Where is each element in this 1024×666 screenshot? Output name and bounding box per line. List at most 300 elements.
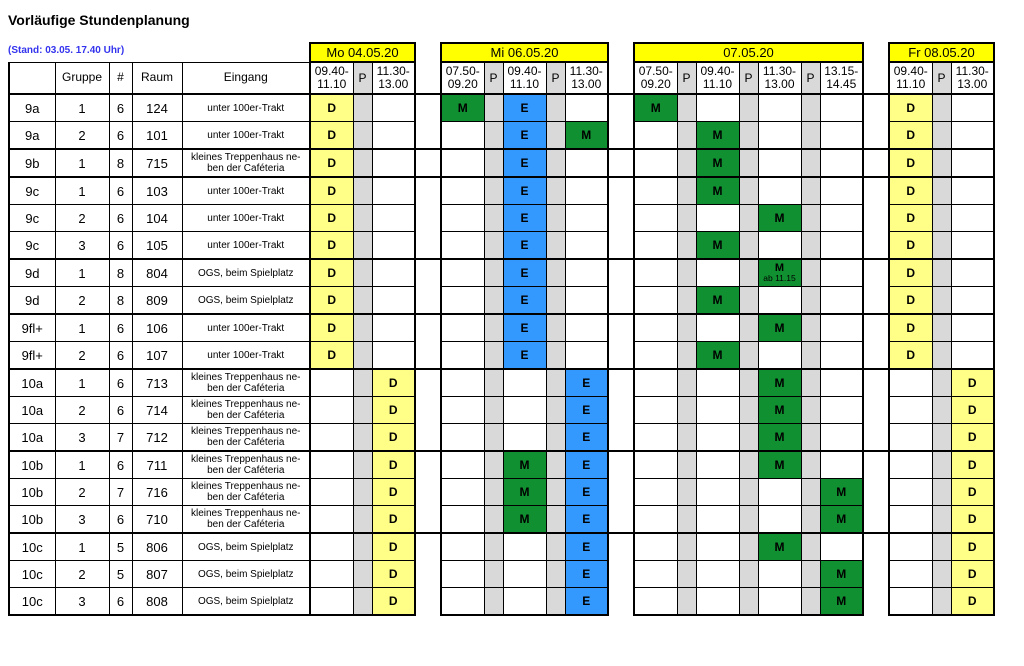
schedule-cell	[696, 205, 739, 232]
class-cell: 9b	[9, 149, 55, 177]
schedule-cell	[372, 122, 415, 150]
day-gap	[415, 424, 441, 452]
subject-e-cell: E	[565, 479, 608, 506]
subject-d-cell: D	[889, 259, 932, 287]
schedule-cell	[758, 232, 801, 260]
room-cell: 804	[132, 259, 182, 287]
day-gap	[863, 506, 889, 534]
pause-cell	[801, 506, 820, 534]
room-cell: 806	[132, 533, 182, 561]
schedule-cell	[696, 397, 739, 424]
pause-cell	[677, 314, 696, 342]
day-gap	[415, 533, 441, 561]
pause-cell	[739, 259, 758, 287]
subject-m-cell: M	[820, 561, 863, 588]
day-gap	[608, 397, 634, 424]
pause-cell	[353, 232, 372, 260]
schedule-cell	[503, 369, 546, 397]
group-cell: 1	[55, 533, 109, 561]
schedule-cell	[310, 588, 353, 616]
day-gap	[608, 314, 634, 342]
entrance-cell: unter 100er-Trakt	[182, 205, 310, 232]
class-cell: 9c	[9, 177, 55, 205]
schedule-cell	[634, 314, 677, 342]
pause-cell	[739, 397, 758, 424]
group-cell: 2	[55, 122, 109, 150]
day-header-row	[9, 43, 994, 62]
table-row	[9, 561, 994, 588]
entrance-cell: kleines Treppenhaus ne- ben der Caféteria	[182, 451, 310, 479]
group-cell: 1	[55, 94, 109, 122]
schedule-cell	[758, 122, 801, 150]
entrance-cell: unter 100er-Trakt	[182, 177, 310, 205]
pause-cell	[677, 342, 696, 370]
day-gap	[415, 451, 441, 479]
day-gap	[863, 62, 889, 94]
pause-cell	[801, 479, 820, 506]
day-gap	[415, 94, 441, 122]
room-cell: 716	[132, 479, 182, 506]
day-gap	[608, 205, 634, 232]
slot-header: 09.40- 11.10	[503, 62, 546, 94]
subject-m-cell: M	[820, 506, 863, 534]
pause-cell	[739, 149, 758, 177]
subject-d-cell: D	[310, 177, 353, 205]
pause-cell	[484, 149, 503, 177]
pause-cell	[484, 177, 503, 205]
table-row	[9, 506, 994, 534]
slot-header: 07.50- 09.20	[441, 62, 484, 94]
schedule-cell	[441, 342, 484, 370]
entrance-cell: OGS, beim Spielplatz	[182, 259, 310, 287]
pause-cell	[546, 314, 565, 342]
pause-cell	[739, 94, 758, 122]
pause-cell	[484, 533, 503, 561]
subject-d-cell: D	[951, 479, 994, 506]
pause-cell	[739, 506, 758, 534]
class-cell: 10a	[9, 397, 55, 424]
schedule-cell	[820, 287, 863, 315]
pause-cell	[546, 479, 565, 506]
pause-cell	[801, 232, 820, 260]
day-gap	[415, 62, 441, 94]
pause-cell	[932, 122, 951, 150]
count-cell: 6	[109, 451, 132, 479]
day-gap	[608, 342, 634, 370]
subject-m-cell: M	[696, 342, 739, 370]
pause-cell	[932, 342, 951, 370]
pause-header: P	[739, 62, 758, 94]
schedule-cell	[310, 451, 353, 479]
schedule-cell	[634, 149, 677, 177]
pause-cell	[484, 314, 503, 342]
group-cell: 3	[55, 506, 109, 534]
day-gap	[415, 342, 441, 370]
pause-cell	[801, 287, 820, 315]
day-gap	[863, 369, 889, 397]
pause-cell	[677, 424, 696, 452]
pause-cell	[677, 588, 696, 616]
room-cell: 808	[132, 588, 182, 616]
count-cell: 7	[109, 424, 132, 452]
schedule-cell	[820, 342, 863, 370]
pause-cell	[801, 122, 820, 150]
pause-cell	[739, 369, 758, 397]
column-klasse	[9, 62, 55, 94]
room-cell: 809	[132, 287, 182, 315]
day-gap	[608, 588, 634, 616]
schedule-cell	[634, 588, 677, 616]
subject-d-cell: D	[372, 424, 415, 452]
schedule-cell	[951, 259, 994, 287]
day-gap	[415, 149, 441, 177]
day-gap	[415, 205, 441, 232]
schedule-cell	[951, 232, 994, 260]
table-row	[9, 122, 994, 150]
day-gap	[863, 177, 889, 205]
schedule-cell	[634, 342, 677, 370]
schedule-cell	[696, 479, 739, 506]
table-row	[9, 177, 994, 205]
schedule-cell	[820, 424, 863, 452]
schedule-cell	[441, 259, 484, 287]
column-eingang: Eingang	[182, 62, 310, 94]
day-gap	[415, 122, 441, 150]
day-gap	[608, 287, 634, 315]
table-row	[9, 479, 994, 506]
subject-e-cell: E	[565, 451, 608, 479]
subject-e-cell: E	[503, 149, 546, 177]
schedule-cell	[634, 451, 677, 479]
pause-cell	[801, 397, 820, 424]
schedule-cell	[820, 259, 863, 287]
pause-cell	[353, 506, 372, 534]
pause-cell	[932, 369, 951, 397]
schedule-cell	[634, 561, 677, 588]
day-gap	[608, 424, 634, 452]
subject-e-cell: E	[565, 588, 608, 616]
pause-cell	[932, 287, 951, 315]
subject-d-cell: D	[889, 94, 932, 122]
count-cell: 5	[109, 561, 132, 588]
pause-header: P	[546, 62, 565, 94]
subject-d-cell: D	[310, 314, 353, 342]
subject-d-cell: D	[889, 314, 932, 342]
pause-header: P	[801, 62, 820, 94]
pause-header: P	[484, 62, 503, 94]
day-header-2: 07.05.20	[634, 43, 863, 62]
pause-cell	[353, 424, 372, 452]
schedule-cell	[372, 177, 415, 205]
group-cell: 3	[55, 588, 109, 616]
schedule-cell	[503, 588, 546, 616]
schedule-cell	[565, 149, 608, 177]
pause-cell	[353, 397, 372, 424]
schedule-cell	[951, 122, 994, 150]
subject-m-cell: M	[441, 94, 484, 122]
schedule-cell	[889, 451, 932, 479]
subject-m-cell: M	[758, 205, 801, 232]
schedule-cell	[441, 287, 484, 315]
schedule-cell	[820, 149, 863, 177]
subject-m-cell: M	[758, 424, 801, 452]
schedule-cell	[820, 451, 863, 479]
group-cell: 1	[55, 149, 109, 177]
day-gap	[608, 479, 634, 506]
subject-d-cell: D	[889, 232, 932, 260]
schedule-cell	[634, 122, 677, 150]
entrance-cell: OGS, beim Spielplatz	[182, 561, 310, 588]
pause-cell	[739, 287, 758, 315]
class-cell: 10c	[9, 588, 55, 616]
schedule-cell	[441, 397, 484, 424]
schedule-cell	[696, 94, 739, 122]
subject-e-cell: E	[565, 533, 608, 561]
table-row	[9, 533, 994, 561]
class-cell: 10b	[9, 451, 55, 479]
pause-cell	[801, 94, 820, 122]
schedule-cell	[565, 232, 608, 260]
schedule-cell	[634, 533, 677, 561]
subject-d-cell: D	[372, 369, 415, 397]
count-cell: 6	[109, 314, 132, 342]
day-gap	[415, 369, 441, 397]
table-row	[9, 397, 994, 424]
class-cell: 10b	[9, 479, 55, 506]
day-gap	[863, 533, 889, 561]
schedule-cell	[820, 122, 863, 150]
pause-cell	[932, 588, 951, 616]
slot-header: 09.40- 11.10	[310, 62, 353, 94]
subject-d-cell: D	[951, 561, 994, 588]
pause-cell	[353, 533, 372, 561]
pause-cell	[677, 287, 696, 315]
subject-m-cell: M	[758, 533, 801, 561]
schedule-cell	[820, 533, 863, 561]
pause-cell	[739, 479, 758, 506]
pause-cell	[677, 94, 696, 122]
day-gap	[415, 561, 441, 588]
pause-cell	[353, 561, 372, 588]
table-row	[9, 451, 994, 479]
subject-d-cell: D	[372, 506, 415, 534]
day-gap	[863, 479, 889, 506]
subject-d-cell: D	[951, 533, 994, 561]
pause-cell	[932, 205, 951, 232]
column-raum: Raum	[132, 62, 182, 94]
pause-cell	[353, 588, 372, 616]
subject-e-cell: E	[565, 397, 608, 424]
pause-cell	[353, 259, 372, 287]
room-cell: 711	[132, 451, 182, 479]
room-cell: 103	[132, 177, 182, 205]
subject-e-cell: E	[565, 561, 608, 588]
subject-d-cell: D	[889, 205, 932, 232]
schedule-cell	[310, 479, 353, 506]
subject-d-cell: D	[889, 287, 932, 315]
pause-cell	[739, 205, 758, 232]
pause-cell	[353, 451, 372, 479]
pause-cell	[353, 122, 372, 150]
pause-cell	[484, 232, 503, 260]
table-row	[9, 259, 994, 287]
schedule-cell	[565, 177, 608, 205]
pause-header: P	[677, 62, 696, 94]
entrance-cell: kleines Treppenhaus ne- ben der Caféteria	[182, 424, 310, 452]
schedule-cell	[951, 314, 994, 342]
pause-cell	[484, 94, 503, 122]
class-cell: 10a	[9, 369, 55, 397]
class-cell: 10c	[9, 533, 55, 561]
subject-e-cell: E	[565, 506, 608, 534]
pause-cell	[932, 232, 951, 260]
class-cell: 10a	[9, 424, 55, 452]
schedule-cell	[889, 397, 932, 424]
slot-header: 11.30- 13.00	[758, 62, 801, 94]
day-gap	[863, 397, 889, 424]
schedule-table	[8, 42, 995, 616]
slot-header: 13.15- 14.45	[820, 62, 863, 94]
subject-d-cell: D	[372, 561, 415, 588]
schedule-cell	[758, 588, 801, 616]
schedule-cell	[758, 94, 801, 122]
day-gap	[608, 122, 634, 150]
subject-m-cell: M	[696, 177, 739, 205]
subject-d-cell: D	[310, 287, 353, 315]
pause-cell	[932, 561, 951, 588]
pause-cell	[801, 177, 820, 205]
day-gap	[863, 314, 889, 342]
group-cell: 3	[55, 424, 109, 452]
schedule-cell	[889, 506, 932, 534]
schedule-cell	[372, 149, 415, 177]
pause-cell	[677, 232, 696, 260]
schedule-cell	[310, 397, 353, 424]
room-cell: 715	[132, 149, 182, 177]
subject-m-cell: M	[503, 451, 546, 479]
pause-cell	[546, 94, 565, 122]
subject-d-cell: D	[372, 479, 415, 506]
pause-cell	[739, 314, 758, 342]
slot-header: 11.30- 13.00	[565, 62, 608, 94]
slot-header: 09.40- 11.10	[696, 62, 739, 94]
pause-cell	[739, 342, 758, 370]
day-gap	[863, 149, 889, 177]
entrance-cell: unter 100er-Trakt	[182, 122, 310, 150]
room-cell: 101	[132, 122, 182, 150]
subject-d-cell: D	[310, 149, 353, 177]
pause-cell	[677, 122, 696, 150]
count-cell: 6	[109, 397, 132, 424]
pause-cell	[801, 149, 820, 177]
table-row	[9, 369, 994, 397]
group-cell: 2	[55, 561, 109, 588]
count-cell: 6	[109, 177, 132, 205]
day-gap	[415, 43, 441, 62]
count-cell: 6	[109, 94, 132, 122]
subject-e-cell: E	[565, 424, 608, 452]
pause-cell	[353, 94, 372, 122]
entrance-cell: unter 100er-Trakt	[182, 342, 310, 370]
class-cell: 10c	[9, 561, 55, 588]
subject-m-cell: M	[758, 314, 801, 342]
subject-e-cell: E	[565, 369, 608, 397]
count-cell: 5	[109, 533, 132, 561]
schedule-cell	[634, 232, 677, 260]
pause-cell	[932, 533, 951, 561]
schedule-cell	[889, 424, 932, 452]
pause-cell	[353, 342, 372, 370]
pause-cell	[677, 479, 696, 506]
table-row	[9, 342, 994, 370]
schedule-cell	[889, 588, 932, 616]
schedule-cell	[565, 205, 608, 232]
table-row	[9, 232, 994, 260]
subject-m-cell: M	[565, 122, 608, 150]
schedule-cell	[634, 177, 677, 205]
pause-cell	[677, 533, 696, 561]
table-row	[9, 314, 994, 342]
pause-cell	[484, 122, 503, 150]
pause-cell	[546, 205, 565, 232]
pause-cell	[801, 588, 820, 616]
schedule-cell	[372, 342, 415, 370]
day-gap	[608, 43, 634, 62]
count-cell: 8	[109, 259, 132, 287]
day-gap	[608, 259, 634, 287]
slot-header: 11.30- 13.00	[372, 62, 415, 94]
count-cell: 6	[109, 506, 132, 534]
day-gap	[863, 259, 889, 287]
schedule-cell	[372, 287, 415, 315]
pause-cell	[932, 397, 951, 424]
count-cell: 7	[109, 479, 132, 506]
room-cell: 106	[132, 314, 182, 342]
pause-cell	[546, 369, 565, 397]
table-row	[9, 94, 994, 122]
table-row	[9, 287, 994, 315]
schedule-cell	[310, 506, 353, 534]
pause-cell	[739, 533, 758, 561]
schedule-cell	[503, 533, 546, 561]
subject-m-cell: M	[503, 506, 546, 534]
room-cell: 712	[132, 424, 182, 452]
class-cell: 9a	[9, 122, 55, 150]
class-cell: 9fl+	[9, 342, 55, 370]
day-header-1: Mi 06.05.20	[441, 43, 608, 62]
count-cell: 6	[109, 122, 132, 150]
pause-cell	[353, 287, 372, 315]
schedule-cell	[372, 259, 415, 287]
pause-cell	[801, 533, 820, 561]
schedule-cell	[696, 424, 739, 452]
day-gap	[415, 287, 441, 315]
schedule-cell	[372, 94, 415, 122]
room-cell: 714	[132, 397, 182, 424]
day-header-3: Fr 08.05.20	[889, 43, 994, 62]
entrance-cell: unter 100er-Trakt	[182, 232, 310, 260]
pause-cell	[353, 314, 372, 342]
pause-cell	[484, 205, 503, 232]
entrance-cell: unter 100er-Trakt	[182, 314, 310, 342]
pause-cell	[801, 369, 820, 397]
schedule-cell	[372, 205, 415, 232]
time-note: ab 11.15	[763, 273, 796, 283]
pause-header: P	[932, 62, 951, 94]
schedule-cell	[758, 561, 801, 588]
slot-header: 09.40- 11.10	[889, 62, 932, 94]
schedule-cell	[758, 342, 801, 370]
